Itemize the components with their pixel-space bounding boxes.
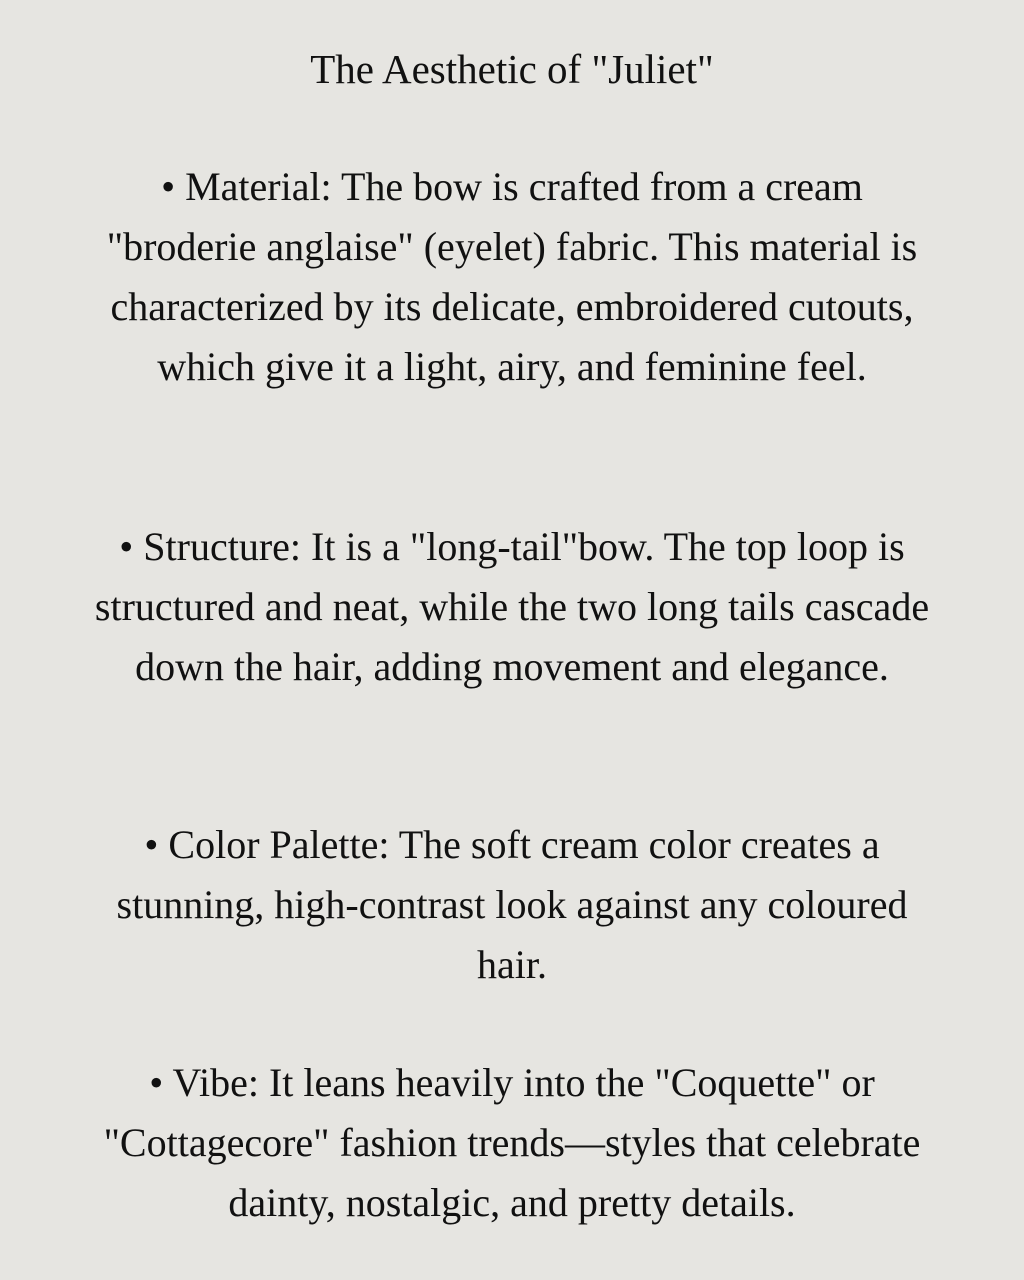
paragraph-vibe: • Vibe: It leans heavily into the "Coquette" or "Cottagecore" fashion trends—styles that celebrate dainty, nostalgic, and pretty details. <box>103 1060 921 1225</box>
paragraph-color-palette: • Color Palette: The soft cream color creates a stunning, high-contrast look against any coloured hair. <box>116 822 908 987</box>
paragraph-structure: • Structure: It is a "long-tail"bow. The top loop is structured and neat, while the two long tails cascade down the hair, adding movement and elegance. <box>94 524 930 689</box>
document-title: The Aesthetic of "Juliet" <box>310 46 714 92</box>
paragraph-material: • Material: The bow is crafted from a cream "broderie anglaise" (eyelet) fabric. This material is characterized by its delicate, embroidered cutouts, which give it a light, airy, and feminine feel. <box>106 164 918 389</box>
